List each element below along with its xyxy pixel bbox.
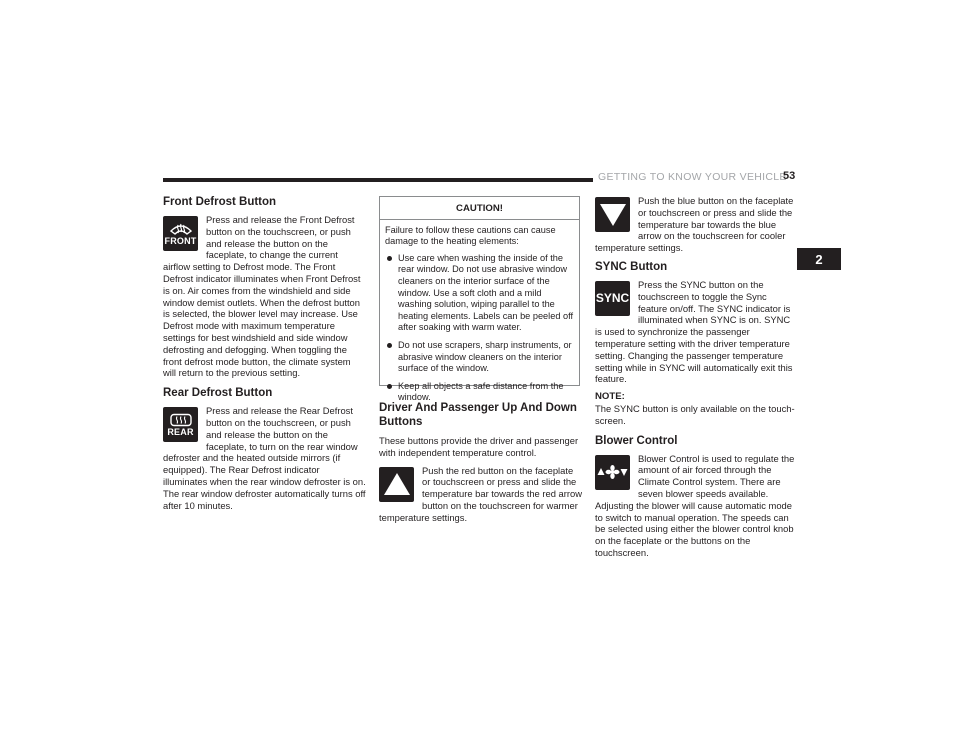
cooler-text: Push the blue button on the faceplate or touchscreen or press and slide the temperature bar towards the blue arrow on the touchscreen for cooler temperature settings. bbox=[595, 195, 794, 254]
blower-text: Blower Control is used to regulate the amount of air forced through the Climate Control system. There are seven blower speeds available. Adjusting the blower will cause automatic mode to switch to manual operation. The speeds can be selected using either the blower control knob on the faceplate or the buttons on the touchscreen. bbox=[595, 452, 795, 558]
column-right bbox=[595, 195, 798, 559]
note-label: NOTE: bbox=[595, 391, 625, 403]
caution-item: Use care when washing the inside of the rear window. Do not use abrasive window cleaners on the interior surface of the window. Use a soft cloth and a mild washing solution, wiping parallel to the heating elements. Labels can be peeled off after soaking with warm water. bbox=[385, 253, 574, 334]
front-defrost-heading: Front Defrost Button bbox=[163, 196, 277, 208]
blower-heading: Blower Control bbox=[595, 434, 678, 447]
blower-fan-icon bbox=[595, 455, 630, 490]
note-text: The SYNC button is only available on the touch-screen. bbox=[595, 402, 795, 426]
front-icon-label: FRONT bbox=[164, 235, 197, 246]
driver-passenger-intro: These buttons provide the driver and passenger with independent temperature control. bbox=[379, 435, 579, 458]
header-rule bbox=[163, 178, 593, 182]
rear-defrost-heading: Rear Defrost Button bbox=[163, 387, 273, 400]
page-number: 53 bbox=[783, 170, 796, 182]
sync-section bbox=[595, 279, 798, 385]
temperature-up-arrow-icon bbox=[379, 467, 414, 502]
warmer-section bbox=[379, 465, 582, 524]
caution-box bbox=[379, 196, 580, 403]
column-left bbox=[163, 195, 366, 511]
warmer-text: Push the red button on the faceplate or touchscreen or press and slide the temperature bar towards the red arrow button on the touchscreen for warmer temperature settings. bbox=[379, 464, 582, 523]
cooler-section bbox=[595, 195, 798, 254]
front-defrost-icon bbox=[163, 216, 198, 251]
caution-title: CAUTION! bbox=[380, 197, 579, 220]
sync-icon bbox=[595, 281, 630, 316]
caution-item: Do not use scrapers, sharp instruments, or abrasive window cleaners on the interior surface of the window. bbox=[385, 340, 574, 375]
rear-defrost-icon bbox=[163, 407, 198, 442]
rear-defrost-section bbox=[163, 405, 366, 511]
note-block bbox=[595, 391, 798, 426]
blower-section bbox=[595, 453, 798, 559]
running-header-title: GETTING TO KNOW YOUR VEHICLE bbox=[598, 171, 787, 183]
temperature-down-arrow-icon bbox=[595, 197, 630, 232]
sync-text: Press the SYNC button on the touchscreen to toggle the Sync feature on/off. The SYNC indicator is illuminated when SYNC is on. SYNC is used to synchronize the passenger temperature setting with the driver temperature setting. Changing the passenger temperature setting while in SYNC will automatically exit this feature. bbox=[595, 278, 793, 385]
caution-intro: Failure to follow these cautions can cause damage to the heating elements: bbox=[385, 224, 556, 247]
rear-defrost-text: Press and release the Rear Defrost button on the touchscreen, or push and release the button on the faceplate, to turn on the rear window defroster and the heated outside mirrors (if equipped). The Rear Defrost indicator illuminates when the rear window defroster is on. The rear window defroster automatically turns off after 10 minutes. bbox=[163, 405, 366, 511]
caution-item: Keep all objects a safe distance from the window. bbox=[385, 381, 574, 404]
rear-icon-label: REAR bbox=[167, 426, 194, 437]
driver-passenger-heading: Driver And Passenger Up And Down Buttons bbox=[379, 402, 577, 428]
front-defrost-section bbox=[163, 214, 366, 379]
front-defrost-text: Press and release the Front Defrost button on the touchscreen, or push and release the button on the faceplate, to change the current airflow setting to Defrost mode. The Front Defrost indicator illuminates when Front Defrost is on. Air comes from the windshield and side window demist outlets. When the defrost button is selected, the blower level may increase. Use Defrost mode with maximum temperature settings for best windshield and side window defrosting and defogging. When toggling the front defrost mode button, the climate system will return to the previous setting. bbox=[163, 214, 361, 379]
sync-heading: SYNC Button bbox=[595, 260, 668, 273]
caution-list bbox=[385, 253, 574, 404]
column-middle bbox=[379, 401, 582, 524]
sync-icon-label: SYNC bbox=[595, 290, 630, 305]
chapter-tab: 2 bbox=[797, 248, 841, 270]
